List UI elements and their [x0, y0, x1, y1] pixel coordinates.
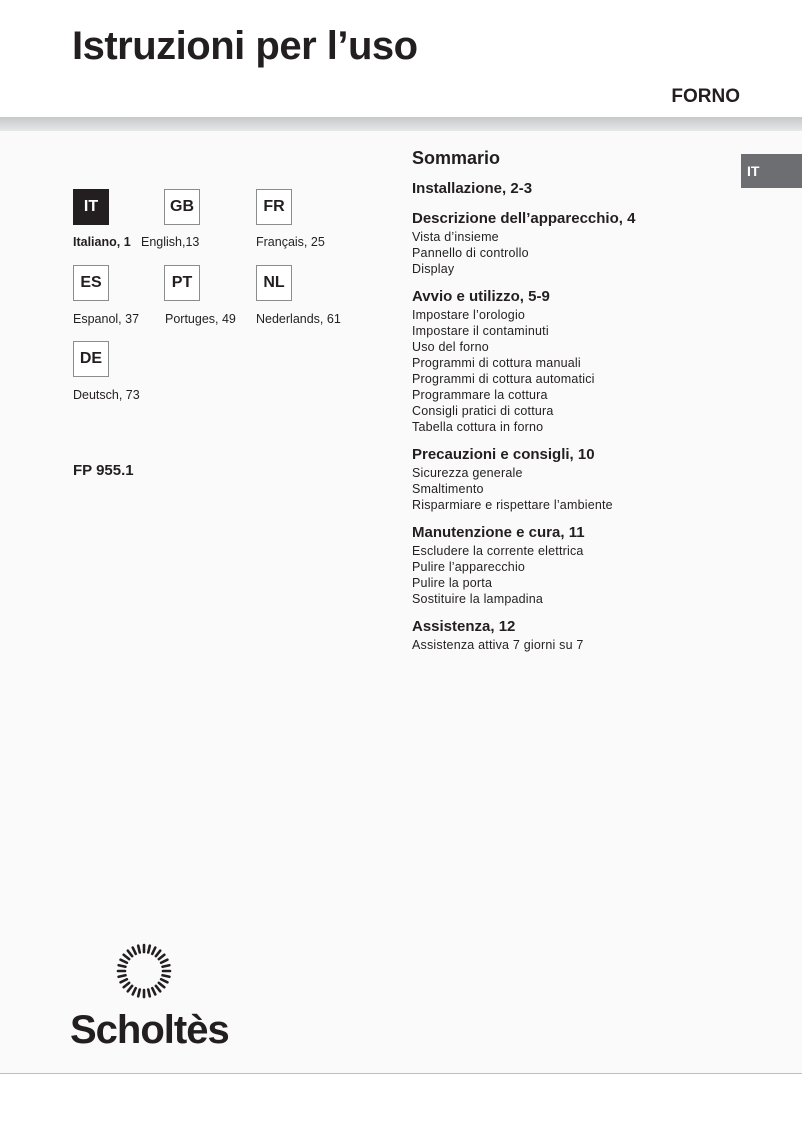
lang-label-es[interactable]: Espanol, 37	[73, 312, 140, 326]
toc-section	[412, 617, 732, 653]
sun-ray	[124, 955, 129, 959]
sun-ray	[138, 990, 140, 997]
toc-item[interactable]: Escludere la corrente elettrica	[412, 544, 584, 558]
toc-item[interactable]: Pannello di controllo	[412, 246, 529, 260]
sun-ray	[133, 988, 136, 994]
toc-item[interactable]: Pulire l’apparecchio	[412, 560, 526, 574]
toc-item[interactable]: Display	[412, 262, 455, 276]
toc-section	[412, 209, 732, 277]
footer-rule	[0, 1073, 802, 1074]
toc-item[interactable]: Programmare la cottura	[412, 388, 548, 402]
sun-ray	[163, 965, 170, 967]
toc-item[interactable]: Sicurezza generale	[412, 466, 523, 480]
toc-section	[412, 179, 732, 199]
toc-heading[interactable]: Descrizione dell’apparecchio, 4	[412, 210, 636, 227]
brand-logo: Scholtès	[70, 1008, 229, 1052]
toc-item[interactable]: Uso del forno	[412, 340, 489, 354]
toc-section	[412, 523, 732, 607]
toc-item[interactable]: Vista d’insieme	[412, 230, 499, 244]
sun-ray	[121, 979, 127, 982]
toc-item[interactable]: Risparmiare e rispettare l’ambiente	[412, 498, 613, 512]
toc-heading[interactable]: Manutenzione e cura, 11	[412, 524, 585, 541]
sun-ray	[163, 975, 170, 977]
toc-heading[interactable]: Avvio e utilizzo, 5-9	[412, 288, 550, 305]
toc-item[interactable]: Programmi di cottura manuali	[412, 356, 581, 370]
sun-ray	[159, 983, 164, 987]
language-tab: IT	[741, 154, 802, 188]
toc-item[interactable]: Smaltimento	[412, 482, 484, 496]
product-type: FORNO	[671, 86, 740, 107]
lang-label-pt[interactable]: Portuges, 49	[165, 312, 236, 326]
sun-ray	[119, 975, 126, 977]
sun-ray	[128, 986, 132, 991]
toc-item[interactable]: Sostituire la lampadina	[412, 592, 544, 606]
lang-box-es[interactable]: ES	[73, 265, 109, 301]
toc-section	[412, 287, 732, 435]
sun-ray	[133, 948, 136, 954]
sun-ray	[156, 986, 160, 991]
sun-ray	[148, 990, 150, 997]
sun-ray	[156, 951, 160, 956]
lang-box-nl[interactable]: NL	[256, 265, 292, 301]
toc-heading[interactable]: Precauzioni e consigli, 10	[412, 446, 595, 463]
lang-box-gb[interactable]: GB	[164, 189, 200, 225]
lang-label-de[interactable]: Deutsch, 73	[73, 388, 140, 402]
lang-box-fr[interactable]: FR	[256, 189, 292, 225]
toc-item[interactable]: Tabella cottura in forno	[412, 420, 544, 434]
sun-ray	[128, 951, 132, 956]
sun-ray	[138, 946, 140, 953]
header-rule	[0, 117, 802, 131]
sun-ray	[121, 960, 127, 963]
sun-ray	[159, 955, 164, 959]
sun-ray	[124, 983, 129, 987]
model-number: FP 955.1	[73, 462, 134, 479]
toc-heading[interactable]: Installazione, 2-3	[412, 180, 533, 197]
toc-title: Sommario	[412, 148, 501, 168]
sun-ray	[119, 965, 126, 967]
sun-ray	[161, 960, 167, 963]
lang-box-it[interactable]: IT	[73, 189, 109, 225]
lang-box-pt[interactable]: PT	[164, 265, 200, 301]
toc-item[interactable]: Impostare l’orologio	[412, 308, 526, 322]
toc-item[interactable]: Programmi di cottura automatici	[412, 372, 595, 386]
lang-label-fr[interactable]: Français, 25	[256, 235, 325, 249]
toc-item[interactable]: Impostare il contaminuti	[412, 324, 549, 338]
toc-heading[interactable]: Assistenza, 12	[412, 618, 516, 635]
sun-ray	[152, 988, 155, 994]
table-of-contents	[412, 148, 732, 663]
sun-ray	[148, 946, 150, 953]
lang-label-it[interactable]: Italiano, 1	[73, 235, 131, 249]
lang-box-de[interactable]: DE	[73, 341, 109, 377]
page-title: Istruzioni per l’uso	[72, 24, 418, 68]
sun-ray	[152, 948, 155, 954]
toc-item[interactable]: Pulire la porta	[412, 576, 493, 590]
lang-label-gb[interactable]: English,13	[141, 235, 200, 249]
sun-ray	[161, 979, 167, 982]
toc-item[interactable]: Assistenza attiva 7 giorni su 7	[412, 638, 584, 652]
toc-section	[412, 445, 732, 513]
lang-label-nl[interactable]: Nederlands, 61	[256, 312, 341, 326]
toc-item[interactable]: Consigli pratici di cottura	[412, 404, 554, 418]
